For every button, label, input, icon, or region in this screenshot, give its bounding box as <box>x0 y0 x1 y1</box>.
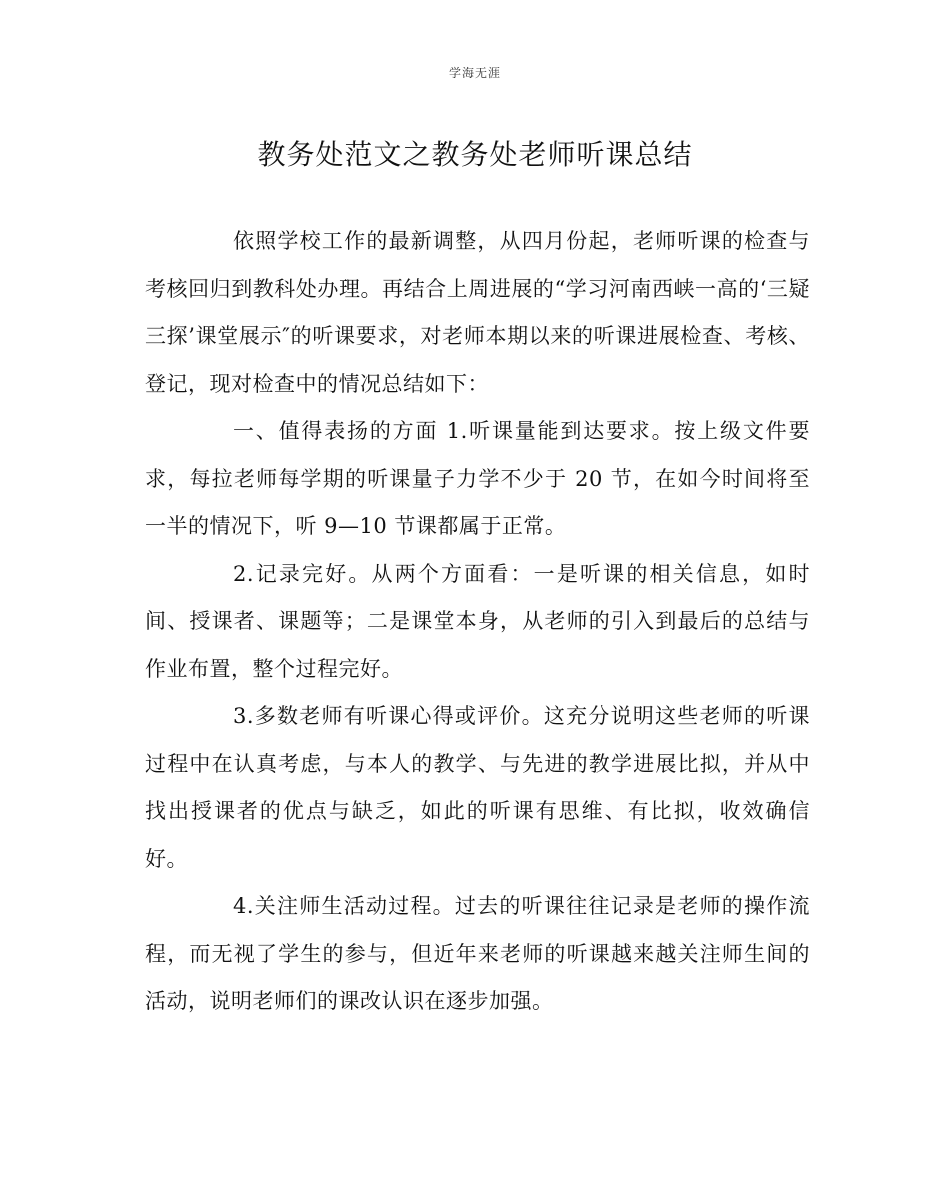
paragraph-point-4: 4.关注师生活动过程。过去的听课往往记录是老师的操作流程，而无视了学生的参与，但近年来老师的听课越来越关注师生间的活动，说明老师们的课改认识在逐步加强。 <box>145 894 810 1013</box>
paragraph-point-1: 一、值得表扬的方面 1.听课量能到达要求。按上级文件要求，每拉老师每学期的听课量子力学不少于 20 节，在如今时间将至一半的情况下，听 9—10 节课都属于正常。 <box>145 419 810 538</box>
page-header: 学海无涯 <box>448 66 501 80</box>
document-title: 教务处范文之教务处老师听课总结 <box>257 138 693 171</box>
paragraph-intro: 依照学校工作的最新调整，从四月份起，老师听课的检查与考核回归到教科处办理。再结合上周进展的“学习河南西峡一高的‘三疑三探’课堂展示″的听课要求，对老师本期以来的听课进展检查、考核、登记，现对检查中的情况总结如下： <box>145 229 810 396</box>
paragraph-point-3: 3.多数老师有听课心得或评价。这充分说明这些老师的听课过程中在认真考虑，与本人的教学、与先进的教学进展比拟，并从中找出授课者的优点与缺乏，如此的听课有思维、有比拟，收效确信好。 <box>145 704 810 871</box>
paragraph-point-2: 2.记录完好。从两个方面看：一是听课的相关信息，如时间、授课者、课题等；二是课堂本身，从老师的引入到最后的总结与作业布置，整个过程完好。 <box>145 561 810 681</box>
document-body <box>145 218 810 1026</box>
